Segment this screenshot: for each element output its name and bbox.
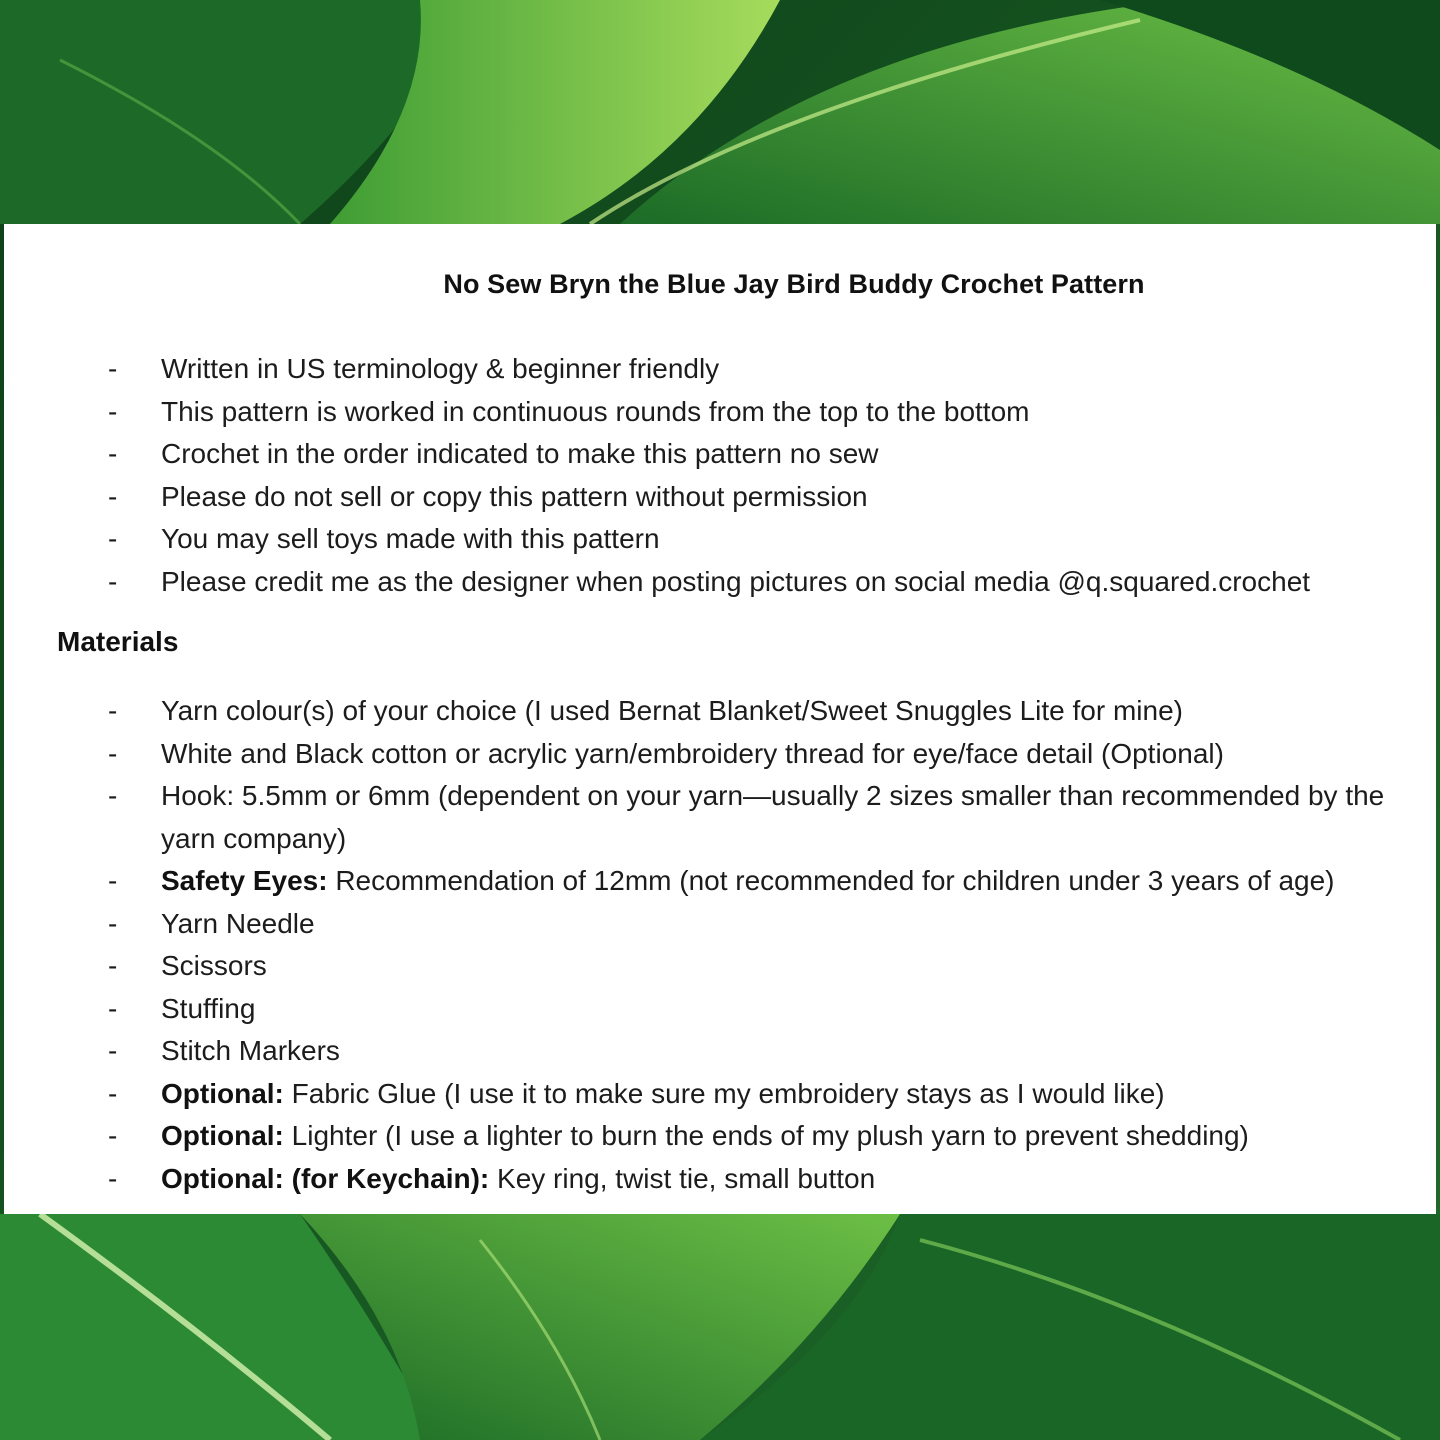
intro-list	[4, 348, 1310, 603]
list-item	[4, 945, 1401, 988]
list-item	[4, 433, 1310, 476]
list-item-text: Fabric Glue (I use it to make sure my embroidery stays as I would like)	[283, 1077, 1165, 1109]
list-item-text: Stitch Markers	[161, 1035, 340, 1066]
list-item-bold: Optional:	[161, 1077, 284, 1109]
bullet-dash: -	[108, 438, 118, 469]
list-item	[4, 391, 1310, 434]
list-item-text: Please do not sell or copy this pattern without permission	[161, 480, 868, 512]
list-item-text: Written in US terminology & beginner friendly	[161, 353, 720, 384]
list-item-text: Key ring, twist tie, small button	[489, 1162, 876, 1194]
bullet-dash: -	[108, 1162, 118, 1194]
list-item-text: Recommendation of 12mm (not recommended for children under 3 years of age)	[327, 865, 1335, 896]
bullet-dash: -	[108, 992, 118, 1024]
bullet-dash: -	[108, 565, 118, 597]
list-item-text: This pattern is worked in continuous rounds from the top to the bottom	[161, 395, 1030, 427]
list-item-bold: Optional: (for Keychain):	[161, 1162, 490, 1194]
list-item-text: Please credit me as the designer when posting pictures on social media @q.squared.crochet	[161, 565, 1311, 597]
list-item	[4, 348, 1310, 391]
list-item-text: Lighter (I use a lighter to burn the ends of my plush yarn to prevent shedding)	[283, 1120, 1249, 1151]
list-item	[4, 476, 1310, 519]
list-item	[4, 690, 1401, 733]
list-item-text: Yarn colour(s) of your choice (I used Bernat Blanket/Sweet Snuggles Lite for mine)	[161, 695, 1183, 726]
list-item-text: You may sell toys made with this pattern	[161, 523, 660, 554]
bullet-dash: -	[108, 395, 118, 427]
list-item	[4, 733, 1401, 776]
pattern-document	[4, 224, 1436, 1214]
bullet-dash: -	[108, 865, 118, 896]
bullet-dash: -	[108, 353, 118, 384]
list-item	[4, 518, 1310, 561]
bullet-dash: -	[108, 523, 118, 554]
materials-heading: Materials	[57, 626, 179, 657]
list-item	[4, 1030, 1401, 1073]
list-item	[4, 988, 1401, 1031]
bullet-dash: -	[108, 780, 118, 811]
list-item-text: White and Black cotton or acrylic yarn/embroidery thread for eye/face detail (Optional)	[161, 737, 1224, 769]
list-item	[4, 1115, 1401, 1158]
bullet-dash: -	[108, 737, 118, 769]
list-item	[4, 1158, 1401, 1201]
materials-list	[4, 690, 1401, 1200]
bullet-dash: -	[108, 695, 118, 726]
list-item	[4, 561, 1310, 604]
list-item-bold: Safety Eyes:	[161, 865, 328, 896]
list-item	[4, 775, 1401, 860]
list-item-text: Yarn Needle	[161, 907, 315, 939]
list-item-text: Hook: 5.5mm or 6mm (dependent on your yarn—usually 2 sizes smaller than recommended by the yarn company)	[161, 780, 1385, 854]
bullet-dash: -	[108, 1077, 118, 1109]
list-item-text: Scissors	[161, 950, 267, 981]
bullet-dash: -	[108, 907, 118, 939]
list-item	[4, 1073, 1401, 1116]
bullet-dash: -	[108, 1120, 118, 1151]
bullet-dash: -	[108, 1035, 118, 1066]
list-item	[4, 903, 1401, 946]
bullet-dash: -	[108, 480, 118, 512]
page-title: No Sew Bryn the Blue Jay Bird Buddy Crochet Pattern	[443, 269, 1145, 299]
list-item	[4, 860, 1401, 903]
list-item-text: Stuffing	[161, 992, 256, 1024]
list-item-bold: Optional:	[161, 1120, 284, 1151]
list-item-text: Crochet in the order indicated to make this pattern no sew	[161, 438, 879, 469]
bullet-dash: -	[108, 950, 118, 981]
